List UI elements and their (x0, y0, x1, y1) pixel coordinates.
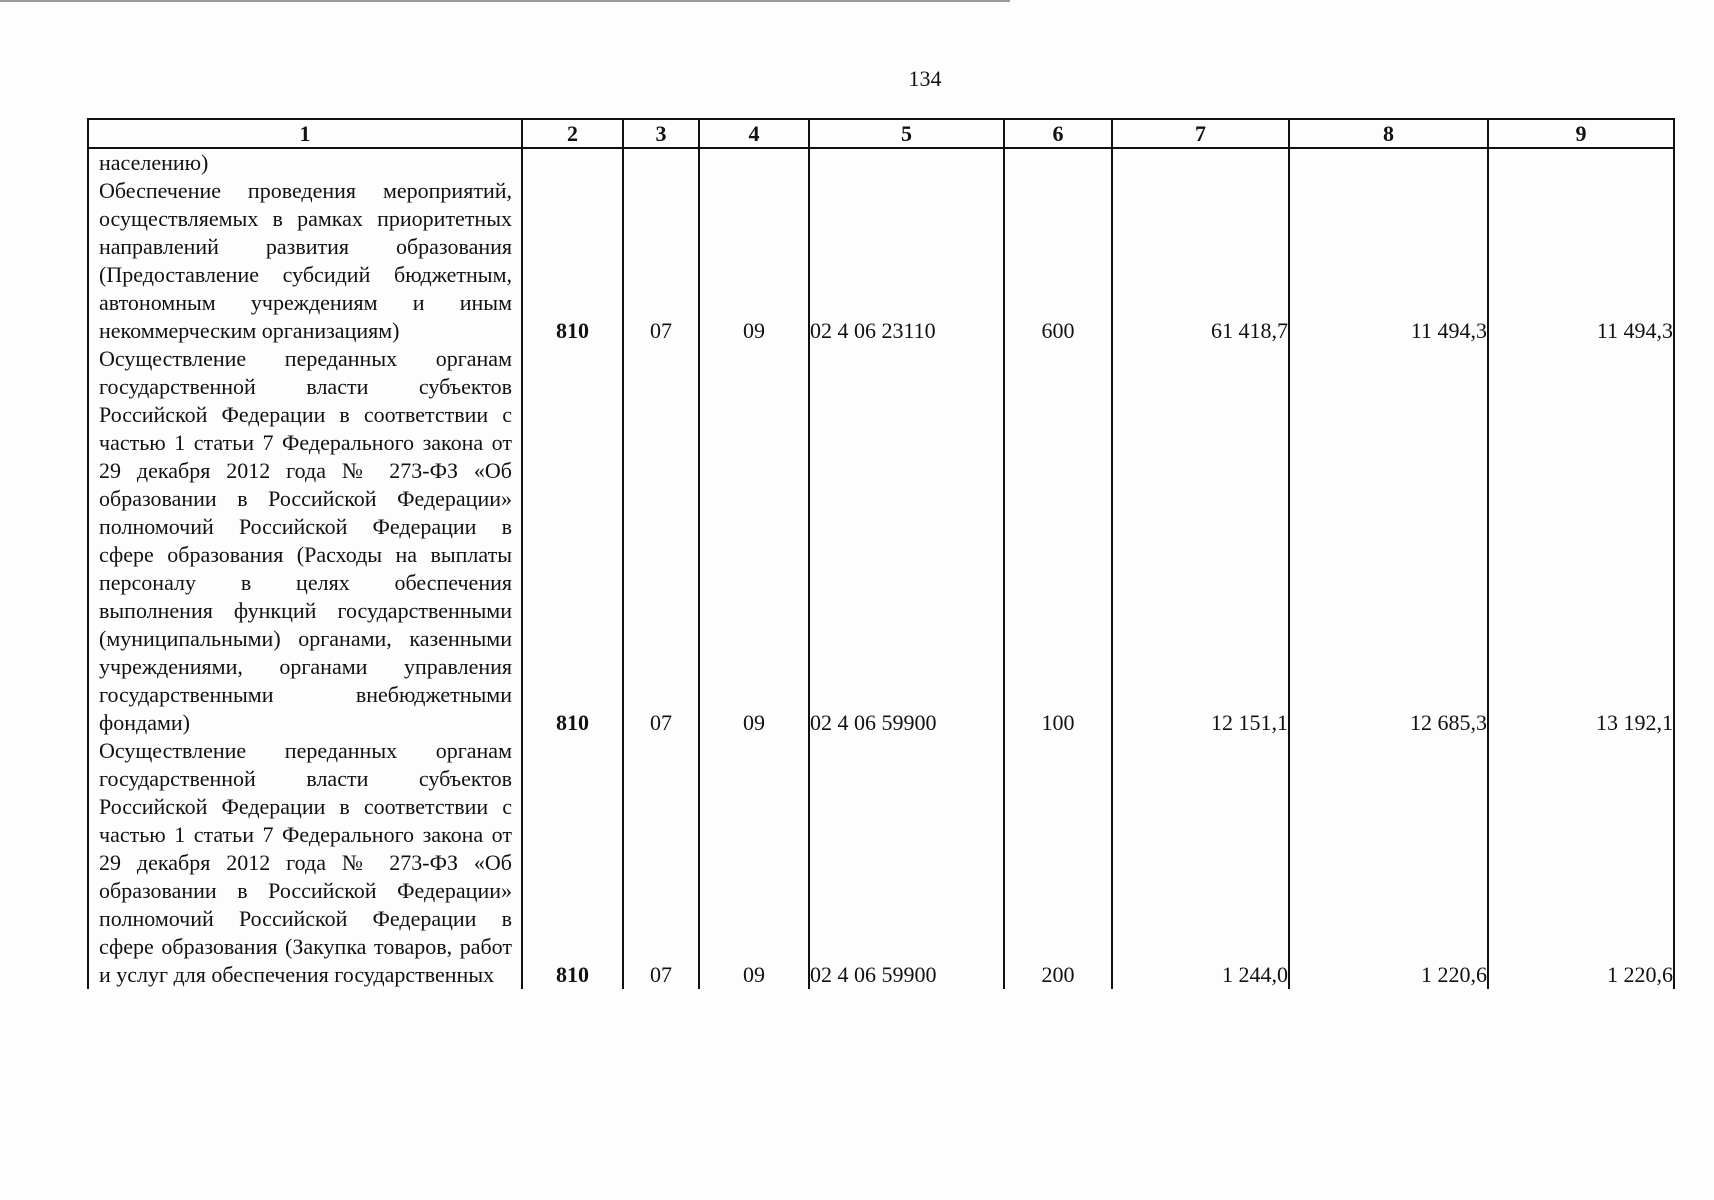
header-col-7: 7 (1112, 119, 1289, 148)
cell-expense-type: 600 (1004, 177, 1112, 345)
cell-target-article: 02 4 06 23110 (809, 177, 1004, 345)
table-row (88, 177, 1674, 345)
cell-amount-col9: 1 220,6 (1488, 737, 1674, 989)
cell-subsection: 09 (699, 737, 809, 989)
header-col-9: 9 (1488, 119, 1674, 148)
header-col-6: 6 (1004, 119, 1112, 148)
budget-table (87, 118, 1675, 989)
cell-ministry-code: 810 (522, 177, 623, 345)
cell-subsection: 09 (699, 345, 809, 737)
page-number: 134 (908, 66, 942, 91)
header-col-2: 2 (522, 119, 623, 148)
cell-section (623, 148, 699, 177)
table-row (88, 737, 1674, 989)
cell-amount-col7: 61 418,7 (1112, 177, 1289, 345)
table-row (88, 345, 1674, 737)
cell-ministry-code (522, 148, 623, 177)
cell-expense-type: 200 (1004, 737, 1112, 989)
cell-amount-col7: 1 244,0 (1112, 737, 1289, 989)
cell-target-article: 02 4 06 59900 (809, 345, 1004, 737)
row-description: Осуществление переданных органам государственной власти субъектов Российской Федерации в соответствии с частью 1 статьи 7 Федерального закона от 29 декабря 2012 года № 273-ФЗ «Об образовании в Российской Федерации» полномочий Российской Федерации в сфере образования (Расходы на выплаты персоналу в целях обеспечения выполнения функций государственными (муниципальными) органами, казенными учреждениями, органами управления государственными внебюджетными фондами) (88, 345, 522, 737)
cell-expense-type (1004, 148, 1112, 177)
cell-amount-col9: 13 192,1 (1488, 345, 1674, 737)
header-col-1: 1 (88, 119, 522, 148)
cell-ministry-code: 810 (522, 737, 623, 989)
cell-amount-col8: 12 685,3 (1289, 345, 1488, 737)
scan-edge-line (0, 0, 1010, 2)
cell-amount-col8 (1289, 148, 1488, 177)
cell-target-article: 02 4 06 59900 (809, 737, 1004, 989)
header-row (88, 119, 1674, 148)
table-row (88, 148, 1674, 177)
header-col-4: 4 (699, 119, 809, 148)
cell-amount-col9: 11 494,3 (1488, 177, 1674, 345)
cell-ministry-code: 810 (522, 345, 623, 737)
header-col-8: 8 (1289, 119, 1488, 148)
header-col-3: 3 (623, 119, 699, 148)
cell-section: 07 (623, 737, 699, 989)
cell-subsection (699, 148, 809, 177)
cell-amount-col7: 12 151,1 (1112, 345, 1289, 737)
cell-amount-col8: 11 494,3 (1289, 177, 1488, 345)
cell-amount-col9 (1488, 148, 1674, 177)
cell-expense-type: 100 (1004, 345, 1112, 737)
row-description: Осуществление переданных органам государственной власти субъектов Российской Федерации в соответствии с частью 1 статьи 7 Федерального закона от 29 декабря 2012 года № 273-ФЗ «Об образовании в Российской Федерации» полномочий Российской Федерации в сфере образования (Закупка товаров, работ и услуг для обеспечения государственных (88, 737, 522, 989)
cell-section: 07 (623, 345, 699, 737)
cell-amount-col8: 1 220,6 (1289, 737, 1488, 989)
row-description: Обеспечение проведения мероприятий, осуществляемых в рамках приоритетных направлений развития образования (Предоставление субсидий бюджетным, автономным учреждениям и иным некоммерческим организациям) (88, 177, 522, 345)
cell-subsection: 09 (699, 177, 809, 345)
cell-target-article (809, 148, 1004, 177)
cell-section: 07 (623, 177, 699, 345)
header-col-5: 5 (809, 119, 1004, 148)
row-description: населению) (88, 148, 522, 177)
cell-amount-col7 (1112, 148, 1289, 177)
